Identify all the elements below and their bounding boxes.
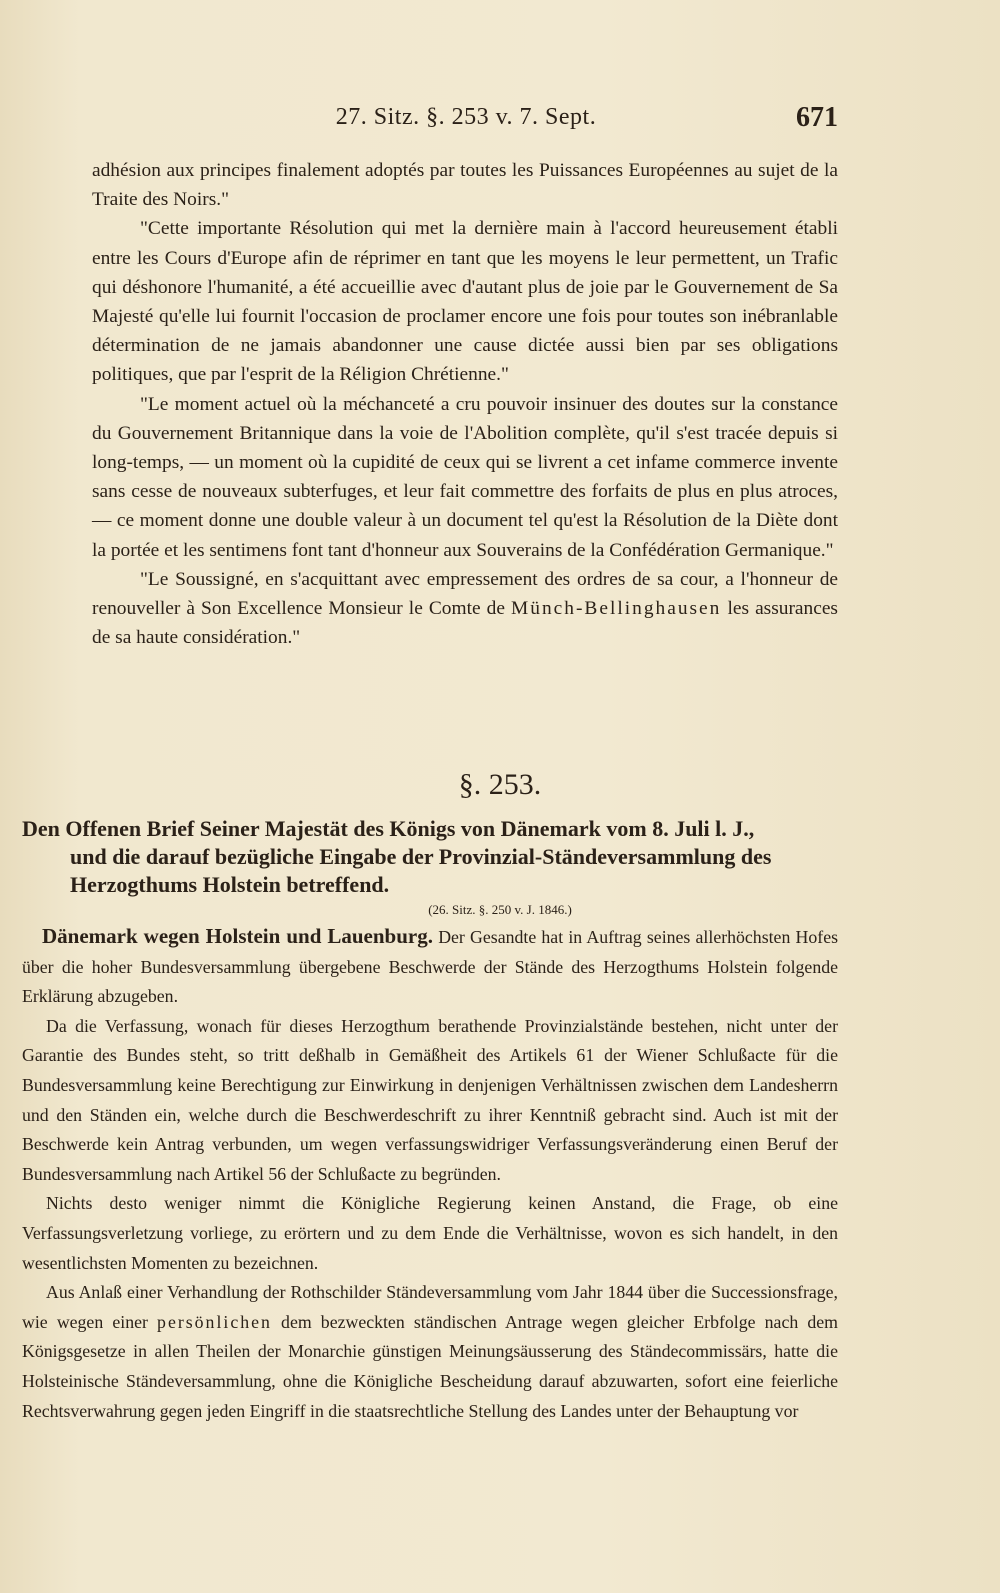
french-text-block xyxy=(92,156,838,652)
french-paragraph-4 xyxy=(92,565,838,653)
section-number: §. 253. xyxy=(458,768,542,801)
french-paragraph-3: "Le moment actuel où la méchanceté a cru pouvoir insinuer des doutes sur la constance du Gouvernement Britannique dans la voie de l'Abolition complète, qu'il s'est tracée depuis si long-temps, — un moment où la cupidité de ceux qui se livrent a cet infame commerce invente sans cesse de nouveaux subterfuges, et leur fait commettre des forfaits de plus en plus atroces, — ce moment donne une double valeur à un document tel qu'est la Résolution de la Diète dont la portée et les sentimens font tant d'honneur aux Souverains de la Confédération Germanique." xyxy=(92,393,838,561)
section-heading-line-3: Herzogthums Holstein betreffend. xyxy=(70,872,390,897)
emphasized-word: persönlichen xyxy=(157,1311,272,1332)
french-paragraph-1: adhésion aux principes finalement adoptés par toutes les Puissances Européennes au sujet de la Traite des Noirs." xyxy=(92,160,838,211)
paragraph-lead: Dänemark wegen Holstein und Lauenburg. xyxy=(42,924,433,948)
section-heading-line-2: und die darauf bezügliche Eingabe der Provinzial-Ständeversammlung des xyxy=(70,844,772,869)
page-number: 671 xyxy=(796,102,838,133)
french-paragraph-4-end: les assurances de sa haute considération." xyxy=(92,598,838,649)
german-paragraph-4-start: Aus Anlaß einer Verhandlung der Rothschilder Ständeversammlung vom Jahr 1844 über die Successionsfrage, wie wegen einer xyxy=(22,1282,838,1332)
french-paragraph-2: "Cette importante Résolution qui met la dernière main à l'accord heureusement établi entre les Cours d'Europe afin de réprimer en tant que les moyens le leur permettent, un Trafic qui déshonore l'humanité, a été accueillie avec d'autant plus de joie par le Gouvernement de Sa Majesté qu'elle lui fournit l'occasion de proclamer encore une fois pour toutes son inébranlable détermination de ne jamais abandonner une cause dictée aussi bien par ses obligations politiques, que par l'esprit de la Réligion Chrétienne." xyxy=(92,218,838,386)
german-paragraph-4 xyxy=(22,1278,838,1426)
page-header xyxy=(94,104,838,144)
german-text-block xyxy=(22,922,838,1426)
section-citation: (26. Sitz. §. 250 v. J. 1846.) xyxy=(428,902,572,917)
german-paragraph-1-rest: Der Gesandte hat in Auftrag seines allerhöchsten Hofes über die hoher Bundesversammlung übergebene Beschwerde der Stände des Herzogthums Holstein folgende Erklärung abzugeben. xyxy=(22,927,839,1007)
german-paragraph-3: Nichts desto weniger nimmt die Königliche Regierung keinen Anstand, die Frage, ob eine Verfassungsverletzung vorliege, zu erörtern und zu dem Ende die Verhältnisse, wovon es sich handelt, in den wesentlichsten Momenten zu bezeichnen. xyxy=(22,1193,838,1273)
person-name: Münch-Bellinghausen xyxy=(511,598,722,620)
french-paragraph-4-start: "Le Soussigné, en s'acquittant avec empressement des ordres de sa cour, a l'honneur de renouveller à Son Excellence Monsieur le Comte de xyxy=(92,568,838,620)
german-paragraph-2: Da die Verfassung, wonach für dieses Herzogthum berathende Provinzialstände bestehen, nicht unter der Garantie des Bundes steht, so tritt deßhalb in Gemäßheit des Artikels 61 der Wiener Schlußacte für die Bundesversammlung keine Berechtigung zur Einwirkung in denjenigen Verhältnissen zwischen dem Landesherrn und den Ständen ein, welche durch die Beschwerdeschrift zu ihrer Kenntniß gebracht sind. Auch ist mit der Beschwerde kein Antrag verbunden, um wegen verfassungswidriger Verfassungsveränderung einen Beruf der Bundesversammlung nach Artikel 56 der Schlußacte zu begründen. xyxy=(22,1015,838,1184)
section-heading-line-1: Den Offenen Brief Seiner Majestät des Königs von Dänemark vom 8. Juli l. J., xyxy=(22,816,755,841)
german-paragraph-4-end: dem bezweckten ständischen Antrage wegen gleicher Erbfolge nach dem Königsgesetze in allen Theilen der Monarchie günstigen Meinungsäusserung des Ständecommissärs, hatte die Holsteinische Ständeversammlung, ohne die Königliche Bescheidung darauf abzuwarten, sofort eine feierliche Rechtsverwahrung gegen jeden Eingriff in die staatsrechtliche Stellung des Landes unter der Behauptung vor xyxy=(22,1311,838,1421)
section-heading xyxy=(22,815,842,899)
running-head: 27. Sitz. §. 253 v. 7. Sept. xyxy=(335,104,597,130)
german-paragraph-1 xyxy=(22,922,838,1012)
